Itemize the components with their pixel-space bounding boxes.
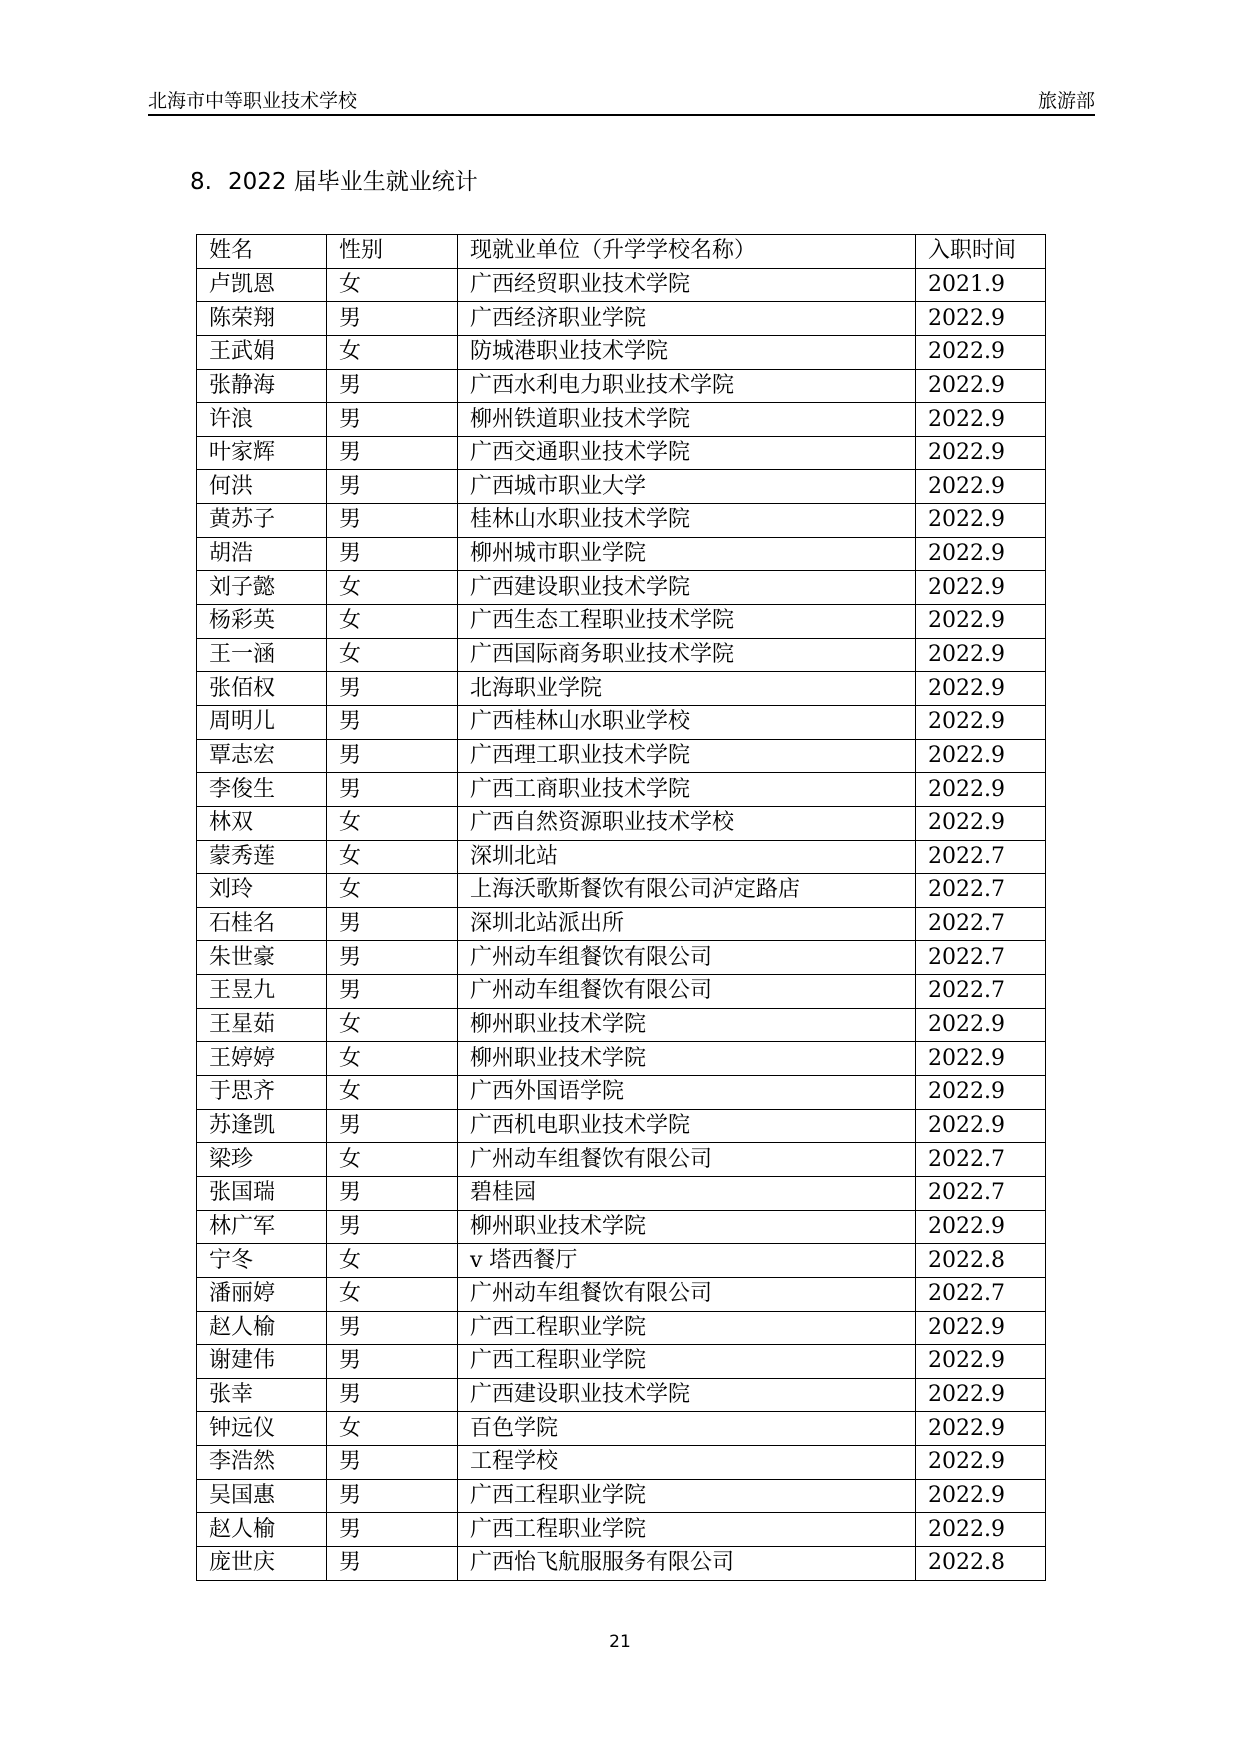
table-row [197,504,1046,538]
start-date-cell: 2022.9 [916,302,1046,336]
start-date-cell: 2022.7 [916,1143,1046,1177]
start-date-cell: 2022.7 [916,1176,1046,1210]
name-cell: 赵人榆 [197,1513,327,1547]
table-row [197,874,1046,908]
table-row [197,1513,1046,1547]
gender-cell: 男 [327,1109,458,1143]
employer-cell: 广西理工职业技术学院 [458,739,916,773]
gender-cell: 女 [327,840,458,874]
name-cell: 林广军 [197,1210,327,1244]
gender-cell: 女 [327,1008,458,1042]
start-date-cell: 2022.9 [916,1008,1046,1042]
name-cell: 胡浩 [197,537,327,571]
gender-cell: 男 [327,1546,458,1580]
column-header-gender: 性别 [327,235,458,269]
employer-cell: 广西机电职业技术学院 [458,1109,916,1143]
table-row [197,302,1046,336]
name-cell: 刘玲 [197,874,327,908]
employer-cell: 广西工程职业学院 [458,1479,916,1513]
name-cell: 王昱九 [197,975,327,1009]
gender-cell: 男 [327,705,458,739]
table-row [197,403,1046,437]
table-row [197,1546,1046,1580]
page-header [148,86,1095,116]
gender-cell: 男 [327,369,458,403]
employer-cell: 广西水利电力职业技术学院 [458,369,916,403]
gender-cell: 男 [327,773,458,807]
name-cell: 蒙秀莲 [197,840,327,874]
employer-cell: 广州动车组餐饮有限公司 [458,941,916,975]
table-row [197,1109,1046,1143]
start-date-cell: 2022.7 [916,840,1046,874]
employer-cell: 广州动车组餐饮有限公司 [458,975,916,1009]
name-cell: 张静海 [197,369,327,403]
table-row [197,907,1046,941]
gender-cell: 女 [327,1143,458,1177]
table-row [197,268,1046,302]
gender-cell: 男 [327,1176,458,1210]
name-cell: 王星茹 [197,1008,327,1042]
name-cell: 叶家辉 [197,436,327,470]
name-cell: 许浪 [197,403,327,437]
table-header-row [197,235,1046,269]
employer-cell: 深圳北站派出所 [458,907,916,941]
start-date-cell: 2022.9 [916,504,1046,538]
gender-cell: 男 [327,537,458,571]
table-row [197,1076,1046,1110]
employer-cell: 防城港职业技术学院 [458,335,916,369]
table-row [197,537,1046,571]
employer-cell: 柳州铁道职业技术学院 [458,403,916,437]
name-cell: 覃志宏 [197,739,327,773]
start-date-cell: 2022.9 [916,705,1046,739]
start-date-cell: 2022.9 [916,672,1046,706]
employer-cell: 百色学院 [458,1412,916,1446]
gender-cell: 男 [327,975,458,1009]
section-title [190,163,478,196]
table-row [197,638,1046,672]
employer-cell: 广西城市职业大学 [458,470,916,504]
page-number: 21 [609,1632,631,1652]
table-row [197,705,1046,739]
start-date-cell: 2022.9 [916,773,1046,807]
gender-cell: 女 [327,605,458,639]
employer-cell: 深圳北站 [458,840,916,874]
gender-cell: 男 [327,1479,458,1513]
table-row [197,1311,1046,1345]
column-header-start-date: 入职时间 [916,235,1046,269]
gender-cell: 男 [327,403,458,437]
name-cell: 谢建伟 [197,1345,327,1379]
table-row [197,1479,1046,1513]
name-cell: 王武娟 [197,335,327,369]
employer-cell: 广西外国语学院 [458,1076,916,1110]
name-cell: 赵人榆 [197,1311,327,1345]
name-cell: 杨彩英 [197,605,327,639]
gender-cell: 男 [327,470,458,504]
employer-cell: 广西经贸职业技术学院 [458,268,916,302]
name-cell: 王一涵 [197,638,327,672]
school-name: 北海市中等职业技术学校 [148,90,358,112]
employer-cell: 广西怡飞航服服务有限公司 [458,1546,916,1580]
name-cell: 周明儿 [197,705,327,739]
table-row [197,1008,1046,1042]
table-row [197,470,1046,504]
start-date-cell: 2022.9 [916,1345,1046,1379]
table-row [197,840,1046,874]
employer-cell: 柳州城市职业学院 [458,537,916,571]
name-cell: 李浩然 [197,1446,327,1480]
employer-cell: 广西国际商务职业技术学院 [458,638,916,672]
name-cell: 林双 [197,806,327,840]
start-date-cell: 2022.9 [916,436,1046,470]
start-date-cell: 2022.9 [916,1479,1046,1513]
gender-cell: 女 [327,874,458,908]
start-date-cell: 2022.9 [916,1109,1046,1143]
employer-cell: 桂林山水职业技术学院 [458,504,916,538]
start-date-cell: 2022.9 [916,806,1046,840]
name-cell: 陈荣翔 [197,302,327,336]
start-date-cell: 2022.9 [916,1412,1046,1446]
table-row [197,1446,1046,1480]
employer-cell: 广州动车组餐饮有限公司 [458,1277,916,1311]
name-cell: 于思齐 [197,1076,327,1110]
employer-cell: 广西工程职业学院 [458,1513,916,1547]
gender-cell: 男 [327,941,458,975]
table-row [197,1042,1046,1076]
employer-cell: v 塔西餐厅 [458,1244,916,1278]
table-row [197,806,1046,840]
start-date-cell: 2022.9 [916,1311,1046,1345]
table-row [197,1378,1046,1412]
start-date-cell: 2021.9 [916,268,1046,302]
name-cell: 张国瑞 [197,1176,327,1210]
employer-cell: 广西桂林山水职业学校 [458,705,916,739]
employer-cell: 广西工程职业学院 [458,1345,916,1379]
gender-cell: 男 [327,1446,458,1480]
name-cell: 朱世豪 [197,941,327,975]
employer-cell: 上海沃歌斯餐饮有限公司泸定路店 [458,874,916,908]
employer-cell: 广西建设职业技术学院 [458,571,916,605]
department-name: 旅游部 [1037,90,1095,112]
start-date-cell: 2022.9 [916,1378,1046,1412]
gender-cell: 女 [327,571,458,605]
gender-cell: 女 [327,638,458,672]
start-date-cell: 2022.8 [916,1546,1046,1580]
start-date-cell: 2022.9 [916,739,1046,773]
name-cell: 张幸 [197,1378,327,1412]
gender-cell: 男 [327,907,458,941]
table-row [197,571,1046,605]
start-date-cell: 2022.9 [916,403,1046,437]
name-cell: 石桂名 [197,907,327,941]
gender-cell: 女 [327,1042,458,1076]
gender-cell: 男 [327,739,458,773]
start-date-cell: 2022.9 [916,335,1046,369]
name-cell: 庞世庆 [197,1546,327,1580]
table-row [197,1244,1046,1278]
column-header-employer: 现就业单位（升学学校名称） [458,235,916,269]
start-date-cell: 2022.9 [916,1076,1046,1110]
column-header-name: 姓名 [197,235,327,269]
employer-cell: 广西工程职业学院 [458,1311,916,1345]
gender-cell: 男 [327,1345,458,1379]
gender-cell: 男 [327,1210,458,1244]
table-row [197,1277,1046,1311]
employer-cell: 广西自然资源职业技术学校 [458,806,916,840]
name-cell: 何洪 [197,470,327,504]
employer-cell: 广西建设职业技术学院 [458,1378,916,1412]
start-date-cell: 2022.9 [916,470,1046,504]
gender-cell: 女 [327,1244,458,1278]
table-row [197,1345,1046,1379]
gender-cell: 男 [327,504,458,538]
name-cell: 王婷婷 [197,1042,327,1076]
start-date-cell: 2022.9 [916,605,1046,639]
name-cell: 宁冬 [197,1244,327,1278]
start-date-cell: 2022.7 [916,874,1046,908]
gender-cell: 女 [327,1412,458,1446]
start-date-cell: 2022.9 [916,1513,1046,1547]
employer-cell: 碧桂园 [458,1176,916,1210]
table-row [197,672,1046,706]
start-date-cell: 2022.9 [916,571,1046,605]
start-date-cell: 2022.9 [916,1446,1046,1480]
table-row [197,975,1046,1009]
table-row [197,335,1046,369]
gender-cell: 女 [327,268,458,302]
employer-cell: 广西生态工程职业技术学院 [458,605,916,639]
header-divider [148,114,1095,116]
table-row [197,739,1046,773]
gender-cell: 女 [327,806,458,840]
employer-cell: 工程学校 [458,1446,916,1480]
name-cell: 黄苏子 [197,504,327,538]
employment-table-body [197,235,1046,1581]
start-date-cell: 2022.7 [916,1277,1046,1311]
employer-cell: 北海职业学院 [458,672,916,706]
table-row [197,369,1046,403]
employer-cell: 广西工商职业技术学院 [458,773,916,807]
gender-cell: 男 [327,672,458,706]
start-date-cell: 2022.9 [916,638,1046,672]
employment-table [196,234,1046,1581]
section-title-text: 2022 届毕业生就业统计 [227,169,478,195]
gender-cell: 男 [327,1513,458,1547]
start-date-cell: 2022.9 [916,1210,1046,1244]
gender-cell: 女 [327,1076,458,1110]
name-cell: 卢凯恩 [197,268,327,302]
employer-cell: 广西交通职业技术学院 [458,436,916,470]
start-date-cell: 2022.7 [916,907,1046,941]
start-date-cell: 2022.8 [916,1244,1046,1278]
gender-cell: 男 [327,436,458,470]
start-date-cell: 2022.9 [916,537,1046,571]
gender-cell: 男 [327,302,458,336]
start-date-cell: 2022.7 [916,941,1046,975]
name-cell: 吴国惠 [197,1479,327,1513]
table-row [197,436,1046,470]
table-row [197,773,1046,807]
name-cell: 张佰权 [197,672,327,706]
name-cell: 李俊生 [197,773,327,807]
table-row [197,1412,1046,1446]
section-number: 8. [190,169,212,195]
name-cell: 钟远仪 [197,1412,327,1446]
gender-cell: 男 [327,1311,458,1345]
employer-cell: 广西经济职业学院 [458,302,916,336]
name-cell: 苏逢凯 [197,1109,327,1143]
table-row [197,1143,1046,1177]
name-cell: 刘子懿 [197,571,327,605]
start-date-cell: 2022.9 [916,369,1046,403]
start-date-cell: 2022.7 [916,975,1046,1009]
employer-cell: 柳州职业技术学院 [458,1008,916,1042]
gender-cell: 男 [327,1378,458,1412]
table-row [197,605,1046,639]
name-cell: 潘丽婷 [197,1277,327,1311]
table-row [197,1210,1046,1244]
gender-cell: 女 [327,335,458,369]
table-row [197,1176,1046,1210]
employer-cell: 柳州职业技术学院 [458,1042,916,1076]
name-cell: 梁珍 [197,1143,327,1177]
employer-cell: 广州动车组餐饮有限公司 [458,1143,916,1177]
start-date-cell: 2022.9 [916,1042,1046,1076]
table-row [197,941,1046,975]
gender-cell: 女 [327,1277,458,1311]
employer-cell: 柳州职业技术学院 [458,1210,916,1244]
